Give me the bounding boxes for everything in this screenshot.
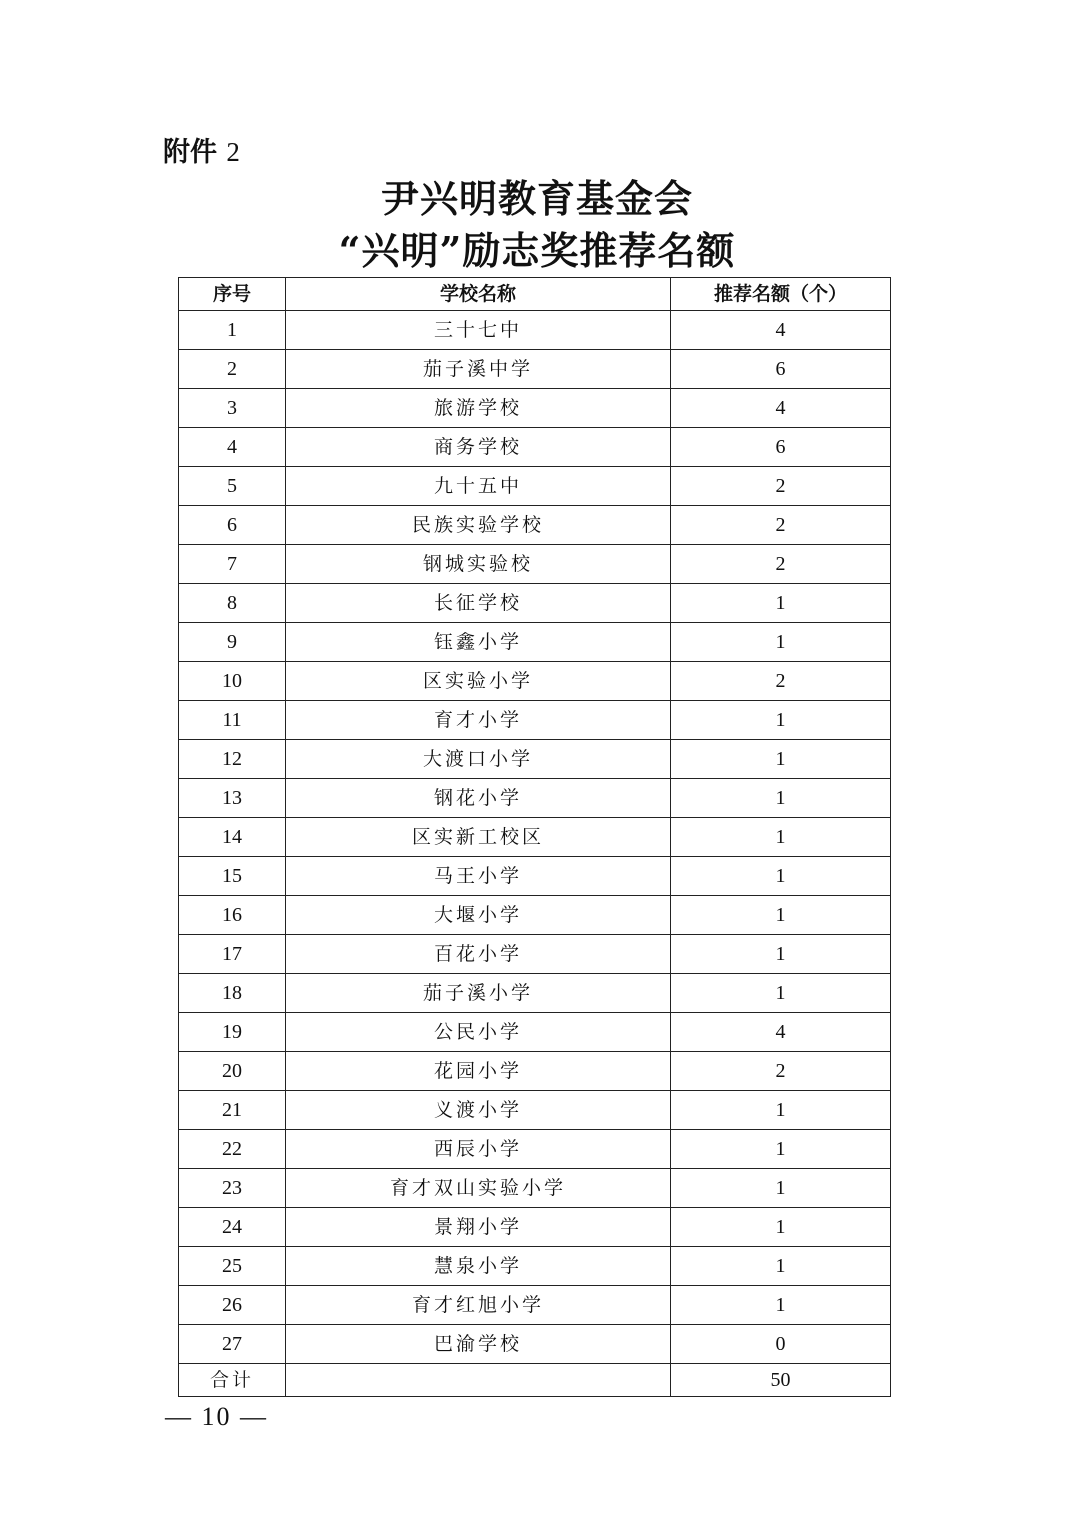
row-count: 0: [671, 1325, 891, 1364]
row-index: 24: [179, 1208, 286, 1247]
table-row: [179, 935, 891, 974]
table-row: [179, 1052, 891, 1091]
row-school: 马王小学: [286, 857, 671, 896]
row-count: 2: [671, 467, 891, 506]
row-index: 8: [179, 584, 286, 623]
row-school: 钢城实验校: [286, 545, 671, 584]
table-row: [179, 389, 891, 428]
row-count: 1: [671, 896, 891, 935]
table-row: [179, 1325, 891, 1364]
table-row: [179, 1091, 891, 1130]
table-row: [179, 428, 891, 467]
row-school: 育才红旭小学: [286, 1286, 671, 1325]
table-row: [179, 506, 891, 545]
row-school: 西辰小学: [286, 1130, 671, 1169]
table-row: [179, 701, 891, 740]
row-index: 27: [179, 1325, 286, 1364]
row-index: 2: [179, 350, 286, 389]
row-school: 茄子溪中学: [286, 350, 671, 389]
attachment-text: 附件: [163, 137, 217, 168]
row-school: 义渡小学: [286, 1091, 671, 1130]
row-count: 1: [671, 1130, 891, 1169]
total-row: [179, 1364, 891, 1397]
table-row: [179, 311, 891, 350]
table-row: [179, 1286, 891, 1325]
row-count: 1: [671, 818, 891, 857]
row-index: 6: [179, 506, 286, 545]
header-count: 推荐名额（个）: [671, 278, 891, 311]
row-index: 12: [179, 740, 286, 779]
row-count: 2: [671, 662, 891, 701]
row-index: 13: [179, 779, 286, 818]
row-school: 区实验小学: [286, 662, 671, 701]
table-body: [179, 311, 891, 1364]
row-school: 花园小学: [286, 1052, 671, 1091]
table-row: [179, 1247, 891, 1286]
row-school: 景翔小学: [286, 1208, 671, 1247]
row-school: 九十五中: [286, 467, 671, 506]
table-row: [179, 818, 891, 857]
row-count: 1: [671, 1091, 891, 1130]
row-index: 18: [179, 974, 286, 1013]
table-row: [179, 974, 891, 1013]
document-title-line2: “兴明”励志奖推荐名额: [338, 228, 736, 273]
row-count: 1: [671, 584, 891, 623]
table-row: [179, 779, 891, 818]
row-count: 2: [671, 506, 891, 545]
row-school: 大渡口小学: [286, 740, 671, 779]
row-index: 21: [179, 1091, 286, 1130]
table-row: [179, 584, 891, 623]
table-row: [179, 350, 891, 389]
row-index: 16: [179, 896, 286, 935]
row-school: 钰鑫小学: [286, 623, 671, 662]
header-index: 序号: [179, 278, 286, 311]
table-row: [179, 662, 891, 701]
row-index: 26: [179, 1286, 286, 1325]
row-school: 商务学校: [286, 428, 671, 467]
total-school: [286, 1364, 671, 1397]
table-header-row: [179, 278, 891, 311]
row-index: 25: [179, 1247, 286, 1286]
row-school: 慧泉小学: [286, 1247, 671, 1286]
row-school: 茄子溪小学: [286, 974, 671, 1013]
row-school: 巴渝学校: [286, 1325, 671, 1364]
attachment-label: [163, 130, 240, 169]
row-school: 区实新工校区: [286, 818, 671, 857]
row-count: 1: [671, 1208, 891, 1247]
table-row: [179, 1208, 891, 1247]
row-index: 11: [179, 701, 286, 740]
row-school: 大堰小学: [286, 896, 671, 935]
row-count: 1: [671, 740, 891, 779]
row-count: 1: [671, 623, 891, 662]
row-school: 长征学校: [286, 584, 671, 623]
row-school: 三十七中: [286, 311, 671, 350]
row-school: 旅游学校: [286, 389, 671, 428]
header-school: 学校名称: [286, 278, 671, 311]
table-row: [179, 467, 891, 506]
quota-table: [178, 277, 891, 1397]
row-school: 民族实验学校: [286, 506, 671, 545]
total-count: 50: [671, 1364, 891, 1397]
row-index: 1: [179, 311, 286, 350]
row-school: 育才双山实验小学: [286, 1169, 671, 1208]
row-count: 4: [671, 1013, 891, 1052]
row-index: 19: [179, 1013, 286, 1052]
row-index: 4: [179, 428, 286, 467]
row-index: 5: [179, 467, 286, 506]
row-count: 1: [671, 935, 891, 974]
row-school: 育才小学: [286, 701, 671, 740]
row-count: 2: [671, 545, 891, 584]
row-count: 1: [671, 1169, 891, 1208]
row-count: 1: [671, 1286, 891, 1325]
row-index: 15: [179, 857, 286, 896]
row-index: 20: [179, 1052, 286, 1091]
row-count: 1: [671, 1247, 891, 1286]
row-index: 22: [179, 1130, 286, 1169]
page-number: — 10 —: [165, 1402, 268, 1431]
row-count: 1: [671, 701, 891, 740]
row-index: 9: [179, 623, 286, 662]
table-row: [179, 545, 891, 584]
table-row: [179, 857, 891, 896]
row-count: 1: [671, 974, 891, 1013]
row-school: 公民小学: [286, 1013, 671, 1052]
table-row: [179, 1130, 891, 1169]
row-index: 17: [179, 935, 286, 974]
row-index: 14: [179, 818, 286, 857]
table-row: [179, 1013, 891, 1052]
row-count: 1: [671, 857, 891, 896]
row-index: 7: [179, 545, 286, 584]
row-school: 钢花小学: [286, 779, 671, 818]
row-count: 4: [671, 311, 891, 350]
document-title-line1: 尹兴明教育基金会: [380, 176, 693, 221]
row-count: 6: [671, 428, 891, 467]
table-row: [179, 896, 891, 935]
table-row: [179, 1169, 891, 1208]
row-count: 6: [671, 350, 891, 389]
row-count: 4: [671, 389, 891, 428]
row-count: 2: [671, 1052, 891, 1091]
table-row: [179, 623, 891, 662]
row-index: 23: [179, 1169, 286, 1208]
total-label: 合计: [179, 1364, 286, 1397]
attachment-number: 2: [226, 137, 240, 167]
table-row: [179, 740, 891, 779]
row-index: 3: [179, 389, 286, 428]
row-index: 10: [179, 662, 286, 701]
row-school: 百花小学: [286, 935, 671, 974]
row-count: 1: [671, 779, 891, 818]
